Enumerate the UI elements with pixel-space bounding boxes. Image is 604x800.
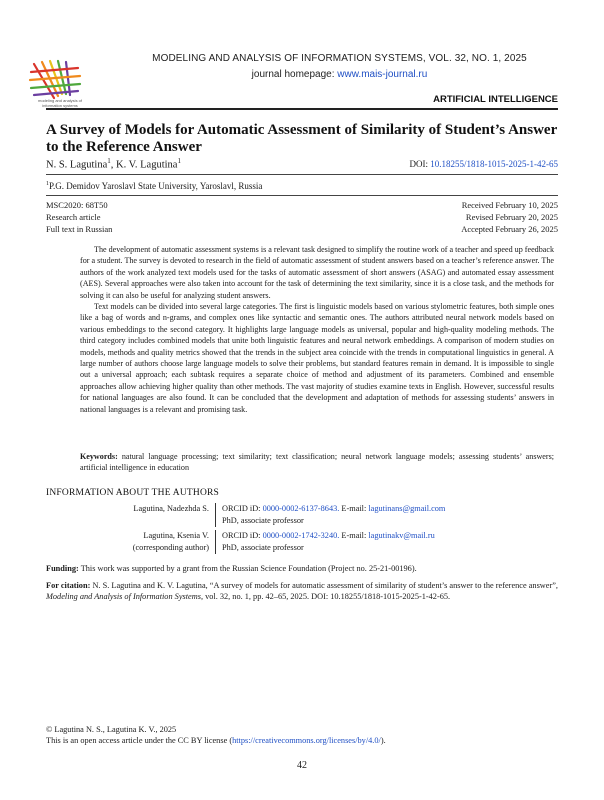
doi-label: DOI: [409,159,428,169]
email-link[interactable]: lagutinans@gmail.com [368,504,446,513]
author-contact-line [222,503,445,515]
orcid-label: ORCID iD: [222,504,261,513]
author-full-name: Lagutina, Nadezhda S. [133,504,209,513]
affiliation-rule [46,195,558,196]
article-doi [410,159,559,169]
article-dates [461,199,558,235]
license-link[interactable]: https://creativecommons.org/licenses/by/4.0/ [232,736,381,746]
homepage-link[interactable]: www.mais-journal.ru [337,69,428,80]
author-info-entry [46,503,558,527]
abstract-paragraph: Text models can be divided into several large categories. The first is linguistic models based on various stylometric features, both simple ones like a bag of words and n-grams, and complex ones like syntactic and semantic ones. The authors attributed neural network models based on various embeddings to the second category. It highlights large language models as universal, popular and high-quality modeling methods. The third category includes combined models that unite both linguistic features and neural network embeddings. A comparison of modern studies on models, methods and quality metrics showed that the trends in the subject area coincide with the trends in computational linguistics in general. A large number of authors choose large language models to solve their problems, but standard features remain in demand. It is impossible to single out a universal approach; each subtask requires a separate choice of method and adjustment of its parameters. Combined and ensemble approaches allow achieving higher quality than other methods. The vast majority of studies examine texts in English. However, successful results for national languages are also found. It can be concluded that the development and adaptation of methods for assessing students’ answers in national languages is a relevant and promising task. [80,302,554,414]
doi-link[interactable]: 10.18255/1818-1015-2025-1-42-65 [430,159,558,169]
author-name: K. V. Lagutina [116,159,178,171]
copyright-line: © Lagutina N. S., Lagutina K. V., 2025 [46,725,177,734]
license-text-end: ). [380,736,386,746]
abstract [80,244,554,415]
author-info-entry [46,530,558,554]
keywords [80,451,554,474]
citation [46,580,558,603]
header-rule [46,108,558,110]
author-info-details [222,530,435,553]
article-type: Research article [46,212,101,222]
orcid-link[interactable]: 0000-0002-1742-3240. [262,531,340,540]
author-degree: PhD, associate professor [222,542,304,552]
license-line [46,735,386,746]
author-degree: PhD, associate professor [222,515,304,525]
copyright-notice [46,724,386,747]
keywords-label: Keywords: [80,452,118,461]
section-label: ARTIFICIAL INTELLIGENCE [433,94,558,105]
author-info-name [46,530,209,553]
author-affiliation-mark: 1 [107,157,111,165]
author-name: N. S. Lagutina [46,159,108,171]
received-date: Received February 10, 2025 [461,200,558,210]
article-title: A Survey of Models for Automatic Assessment of Similarity of Student’s Answer to the Reference Answer [46,122,557,155]
journal-name: MODELING AND ANALYSIS OF INFORMATION SYSTEMS, VOL. 32, NO. 1, 2025 [152,53,527,64]
author-full-name: Lagutina, Ksenia V. [143,531,209,540]
affiliation [46,181,262,191]
email-label: E-mail: [341,531,367,540]
author-contact-line [222,530,435,542]
journal-logo-grid-icon [28,58,88,102]
full-text-language: Full text in Russian [46,224,113,234]
keywords-text: natural language processing; text similarity; text classification; neural network language models; assessing students’ answers; artificial intelligence in education [80,452,554,473]
homepage-label: journal homepage: [251,69,335,80]
author-info-details [222,503,445,526]
email-link[interactable]: lagutinakv@mail.ru [368,531,435,540]
author-affiliation-mark: 1 [177,157,181,165]
funding-label: Funding: [46,564,79,573]
author-role: (corresponding author) [132,542,209,552]
author-list [46,157,181,171]
affiliation-mark: 1 [46,181,49,187]
license-text: This is an open access article under the CC BY license ( [46,736,233,746]
author-info-divider [215,503,216,527]
funding [46,563,558,574]
citation-details: vol. 32, no. 1, pp. 42–65, 2025. DOI: 10.18255/1818-1015-2025-1-42-65. [205,592,451,602]
author-info-divider [215,530,216,554]
journal-homepage [95,69,584,80]
funding-text: This work was supported by a grant from the Russian Science Foundation (Project no. 25-21-00196). [80,564,417,573]
title-rule [46,174,558,175]
accepted-date: Accepted February 26, 2025 [461,224,558,234]
revised-date: Revised February 20, 2025 [465,212,558,222]
affiliation-text: P.G. Demidov Yaroslavl State University, Yaroslavl, Russia [49,181,263,191]
abstract-paragraph: The development of automatic assessment systems is a relevant task designed to simplify the routine work of a teacher and speed up feedback for a student. The survey is devoted to research in the field of automatic assessment of student answers based on a teacher’s reference answer. The authors of the work analyzed text models used for the tasks of automatic assessment of short answers (ASAG) and automated essay assessment (AES). Several approaches were also taken into account for the task of determining the text similarity, since it is a close task, and the methods for solving it can also be useful for analyzing student answers. [80,245,554,300]
citation-label: For citation: [46,581,91,590]
citation-text: N. S. Lagutina and K. V. Lagutina, “A survey of models for automatic assessment of similarity of student’s answer to the reference answer”, [92,581,558,590]
author-separator: , [110,159,116,171]
orcid-label: ORCID iD: [222,531,261,540]
email-label: E-mail: [341,504,367,513]
citation-journal: Modeling and Analysis of Information Systems, [46,592,204,602]
author-info-name [46,503,209,515]
page-number: 42 [297,760,307,771]
logo-caption: modeling and analysis of information systems [37,98,83,108]
msc-code: MSC2020: 68T50 [46,200,108,210]
authors-info-heading: INFORMATION ABOUT THE AUTHORS [46,488,220,498]
orcid-link[interactable]: 0000-0002-6137-8643. [262,504,340,513]
article-meta-left [46,199,112,235]
